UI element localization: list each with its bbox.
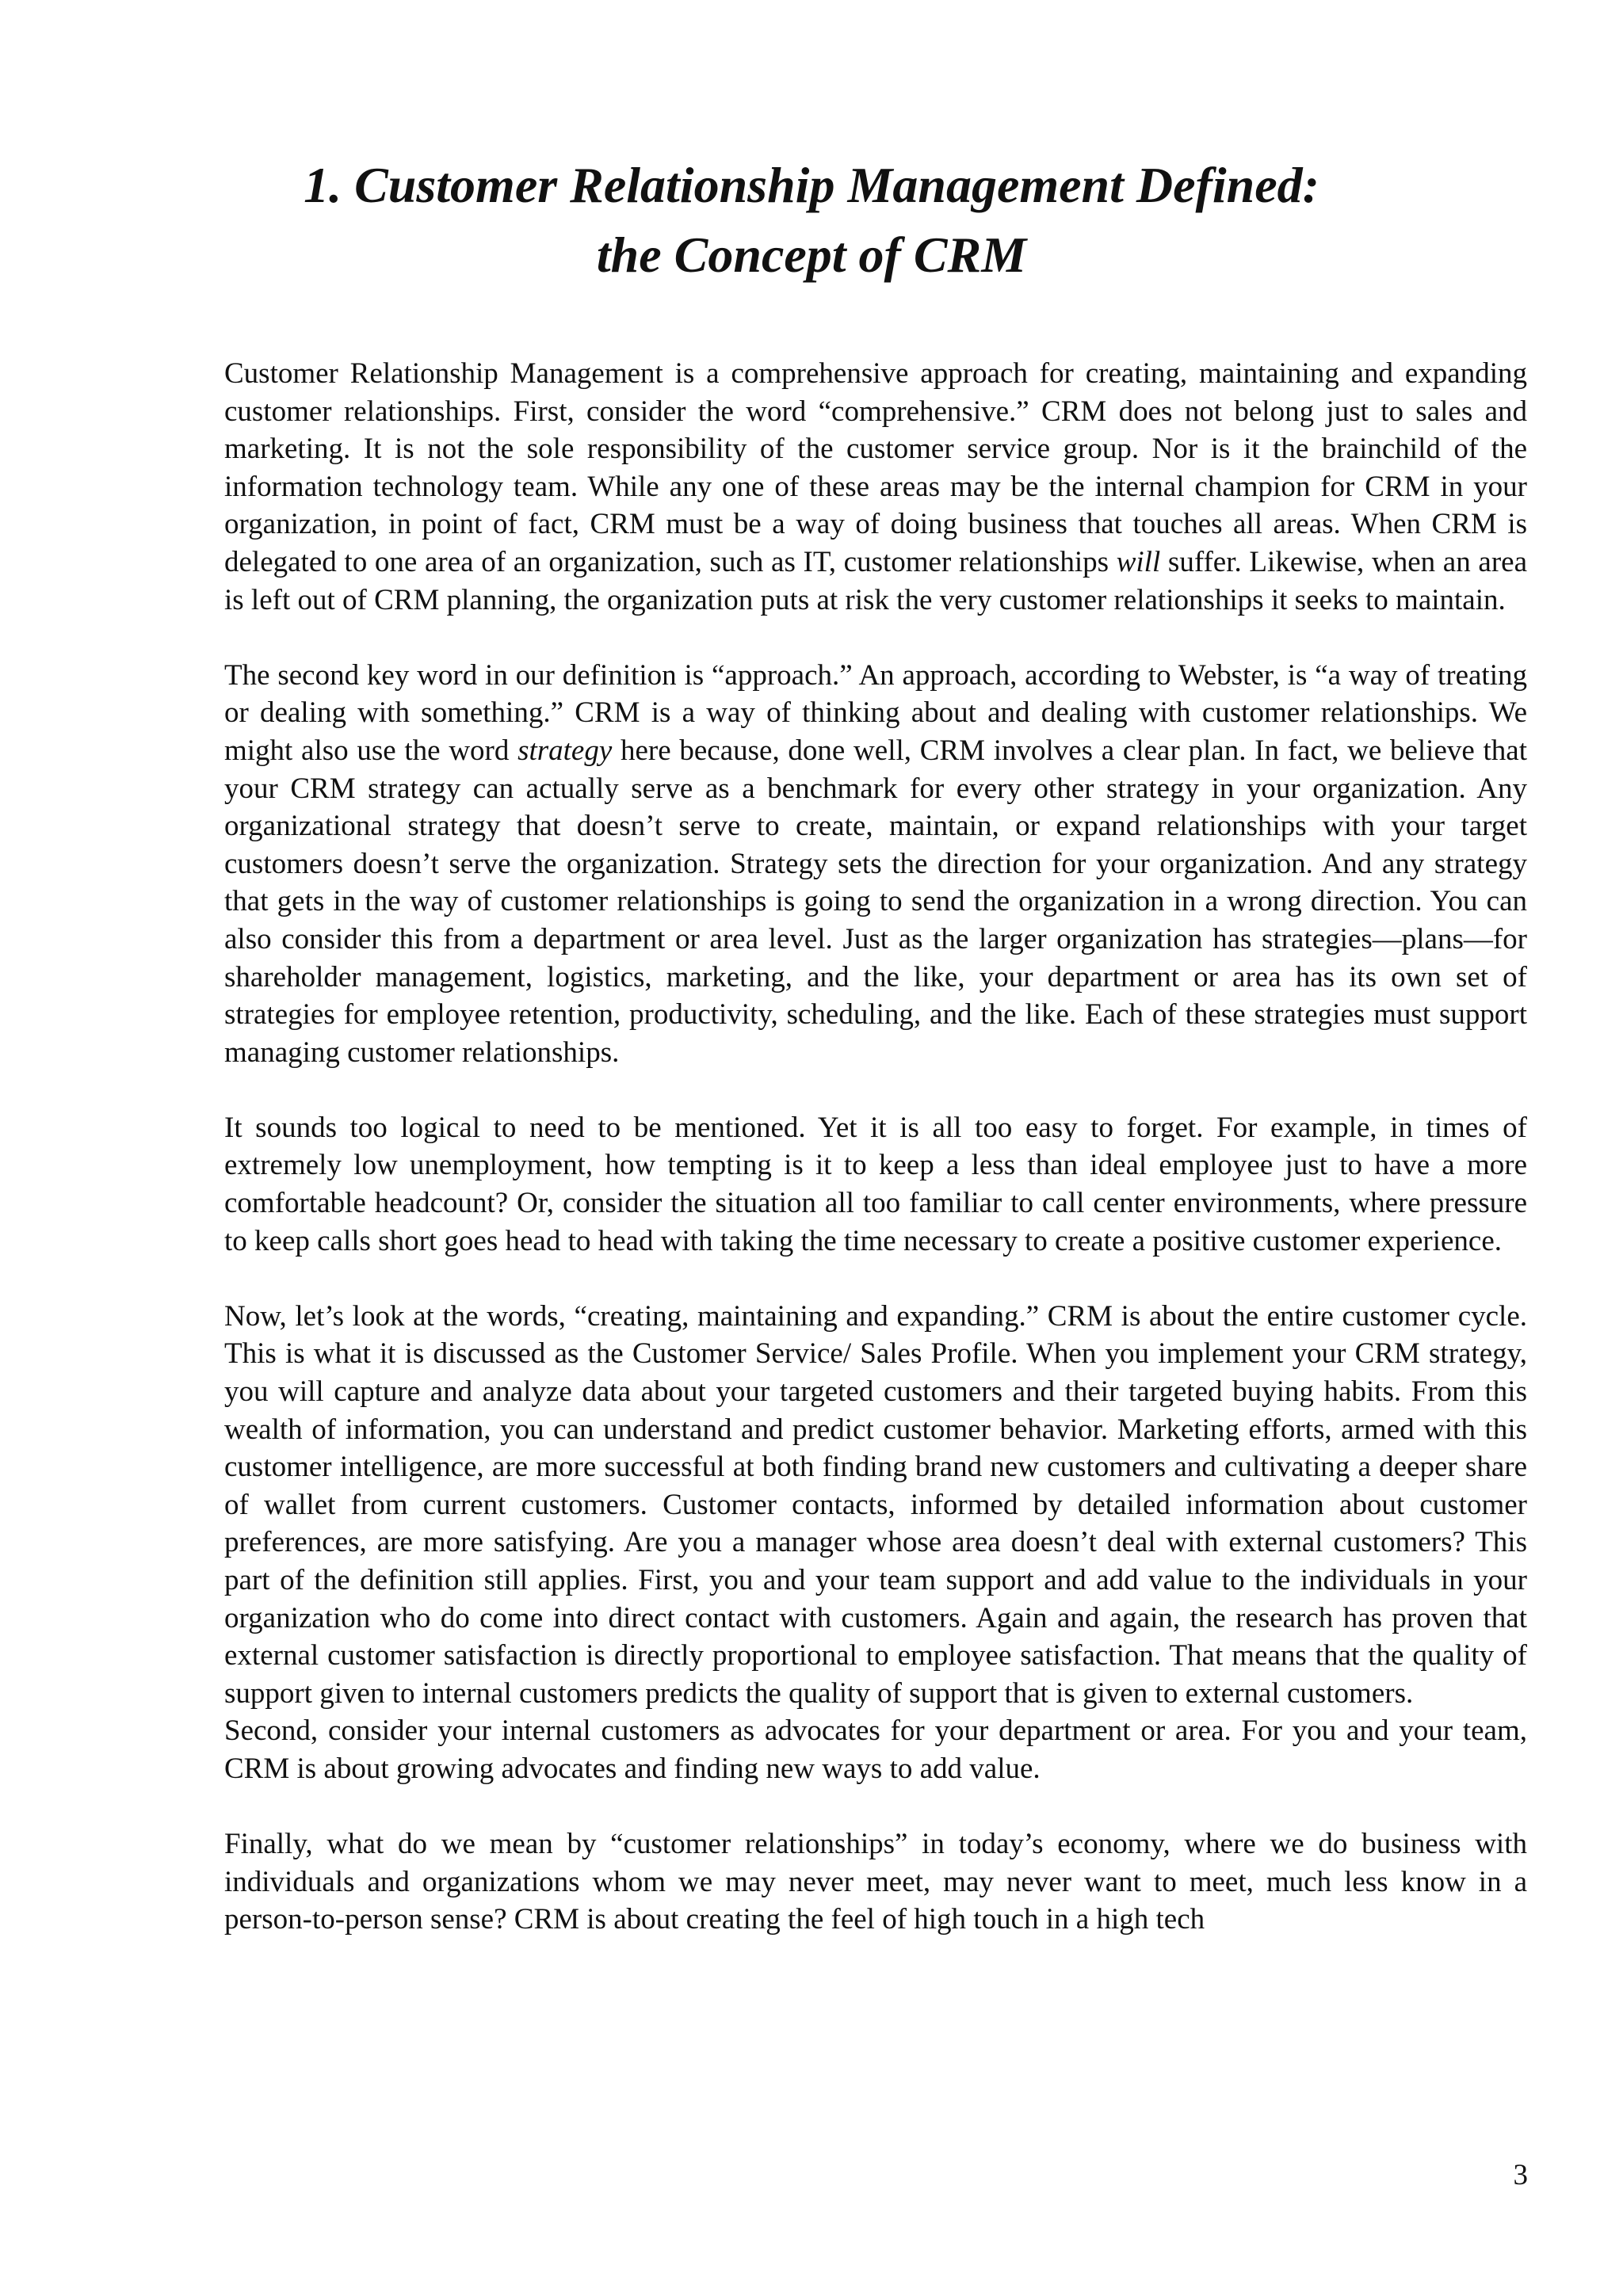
paragraph-1-emphasis: will: [1116, 545, 1161, 578]
paragraph-2: [224, 657, 1527, 1072]
body-text: [224, 355, 1527, 1939]
page-title: [0, 151, 1623, 290]
paragraph-2-emphasis: strategy: [517, 734, 613, 767]
paragraph-3: It sounds too logical to need to be mentioned. Yet it is all too easy to forget. For example, in times of extremely low unemployment, how tempting is it to keep a less than ideal employee just to have a more comfortable headcount? Or, consider the situation all too familiar to call center environments, where pressure to keep calls short goes head to head with taking the time necessary to create a positive customer experience.: [224, 1111, 1527, 1257]
paragraph-1-text-a: Customer Relationship Management is a comprehensive approach for creating, maintaining and expanding customer relationships. First, consider the word “comprehensive.” CRM does not belong just to sales and marketing. It is not the sole responsibility of the customer service group. Nor is it the brainchild of the information technology team. While any one of these areas may be the internal champion for CRM in your organization, in point of fact, CRM must be a way of doing business that touches all areas. When CRM is delegated to one area of an organization, such as IT, customer relationships: [224, 357, 1527, 578]
paragraph-1-text-b: suffer. Likewise, when an area is left out of CRM planning, the organization puts at risk the very customer relationships it seeks to maintain.: [224, 545, 1527, 616]
paragraph-2-text-a: The second key word in our definition is “approach.” An approach, according to Webster, is “a way of treating or dealing with something.” CRM is a way of thinking about and dealing with customer relationships. We might also use the word: [224, 658, 1527, 767]
page-title-line-1: 1. Customer Relationship Management Defined:: [304, 157, 1319, 213]
paragraph-4: Now, let’s look at the words, “creating, maintaining and expanding.” CRM is about the entire customer cycle. This is what it is discussed as the Customer Service/ Sales Profile. When you implement your CRM strategy, you will capture and analyze data about your targeted customers and their targeted buying habits. From this wealth of information, you can understand and predict customer behavior. Marketing efforts, armed with this customer intelligence, are more successful at both finding brand new customers and cultivating a deeper share of wallet from current customers. Customer contacts, informed by detailed information about customer preferences, are more satisfying. Are you a manager whose area doesn’t deal with external customers? This part of the definition still applies. First, you and your team support and add value to the individuals in your organization who do come into direct contact with customers. Again and again, the research has proven that external customer satisfaction is directly proportional to employee satisfaction. That means that the quality of support given to internal customers predicts the quality of support that is given to external customers.: [224, 1299, 1527, 1710]
paragraph-6: Finally, what do we mean by “customer relationships” in today’s economy, where we do business with individuals and organizations whom we may never meet, may never want to meet, much less know in a person-to-person sense? CRM is about creating the feel of high touch in a high tech: [224, 1828, 1527, 1936]
paragraph-1: [224, 355, 1527, 619]
page-title-line-2: the Concept of CRM: [596, 227, 1027, 283]
paragraph-2-text-b: here because, done well, CRM involves a clear plan. In fact, we believe that your CRM strategy can actually serve as a benchmark for every other strategy in your organization. Any organizational strategy that doesn’t serve to create, maintain, or expand relationships with your target customers doesn’t serve the organization. Strategy sets the direction for your organization. And any strategy that gets in the way of customer relationships is going to send the organization in a wrong direction. You can also consider this from a department or area level. Just as the larger organization has strategies—plans—for shareholder management, logistics, marketing, and the like, your department or area has its own set of strategies for employee retention, productivity, scheduling, and the like. Each of these strategies must support managing customer relationships.: [224, 734, 1527, 1069]
paragraph-5: Second, consider your internal customers as advocates for your department or area. For you and your team, CRM is about growing advocates and finding new ways to add value.: [224, 1714, 1527, 1785]
page-number: 3: [1513, 2159, 1528, 2191]
